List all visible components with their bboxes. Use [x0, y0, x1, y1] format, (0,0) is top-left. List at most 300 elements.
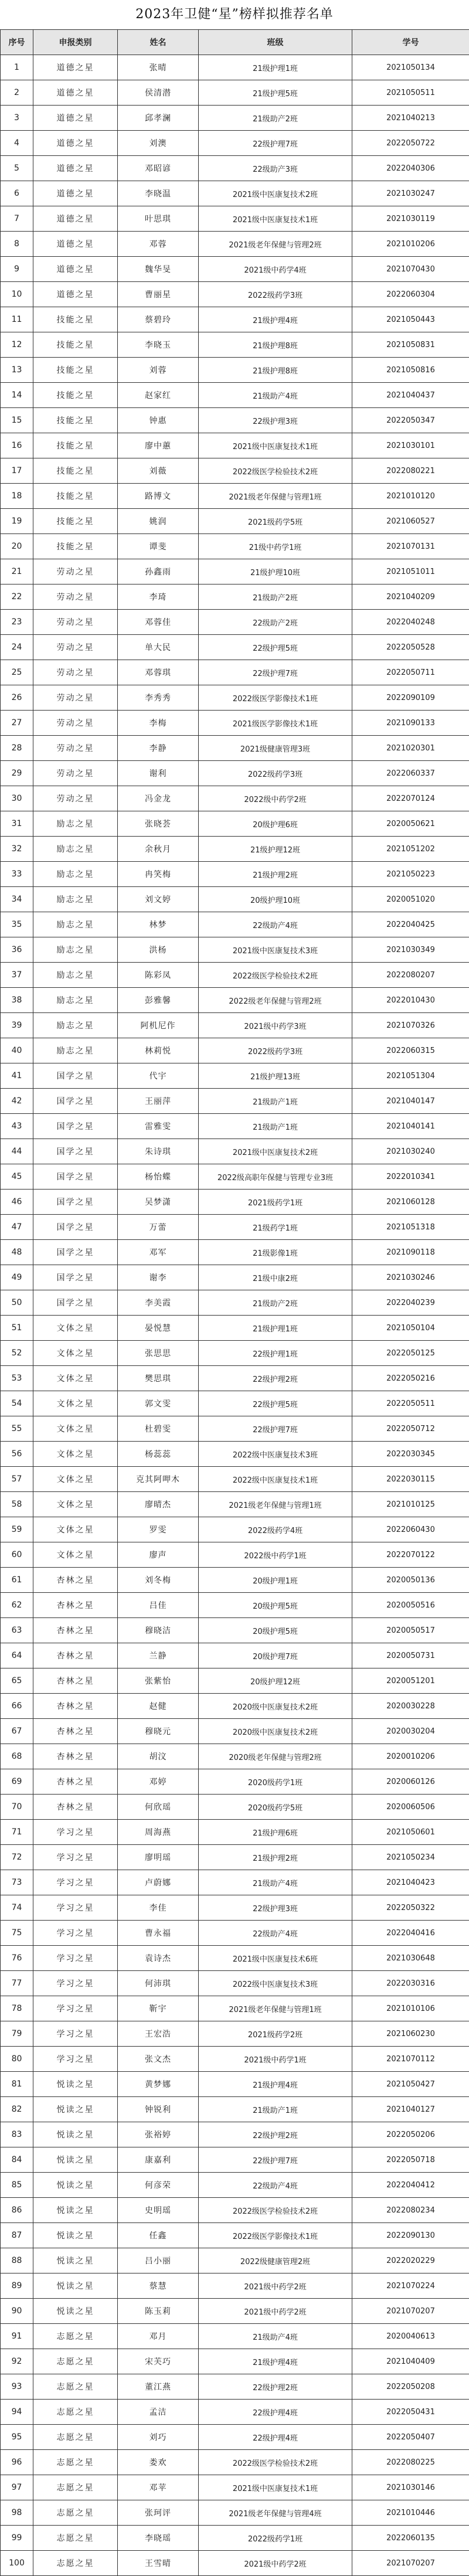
cell-student-id: 2022010341 [352, 1164, 469, 1190]
table-row [1, 383, 469, 408]
cell-name: 张文杰 [118, 2047, 199, 2072]
cell-category: 劳动之星 [33, 559, 118, 584]
table-row [1, 1996, 469, 2021]
cell-category: 励志之星 [33, 1013, 118, 1038]
cell-class: 2021级中医康复技术1班 [199, 433, 352, 458]
cell-name: 张晓荟 [118, 811, 199, 837]
cell-name: 吴梦潇 [118, 1190, 199, 1215]
cell-class: 22级护理1班 [199, 1341, 352, 1366]
cell-category: 道德之星 [33, 206, 118, 232]
cell-class: 20级护理10班 [199, 887, 352, 912]
table-row [1, 862, 469, 887]
cell-name: 蔡碧玲 [118, 307, 199, 332]
cell-student-id: 2021060128 [352, 1190, 469, 1215]
cell-serial: 27 [1, 711, 33, 736]
cell-student-id: 2022040306 [352, 156, 469, 181]
cell-serial: 53 [1, 1366, 33, 1391]
cell-name: 周海燕 [118, 1820, 199, 1845]
cell-serial: 59 [1, 1517, 33, 1542]
cell-category: 劳动之星 [33, 786, 118, 811]
cell-serial: 19 [1, 509, 33, 534]
cell-category: 学习之星 [33, 1895, 118, 1921]
cell-student-id: 2020050517 [352, 1618, 469, 1643]
cell-student-id: 2020051201 [352, 1668, 469, 1694]
cell-serial: 52 [1, 1341, 33, 1366]
cell-serial: 100 [1, 2551, 33, 2576]
cell-serial: 82 [1, 2097, 33, 2122]
table-row [1, 937, 469, 963]
cell-category: 励志之星 [33, 837, 118, 862]
cell-student-id: 2021030101 [352, 433, 469, 458]
cell-class: 2021级中医康复技术2班 [199, 1139, 352, 1164]
cell-category: 志愿之星 [33, 2450, 118, 2475]
cell-category: 志愿之星 [33, 2500, 118, 2526]
cell-class: 21级助产1班 [199, 2097, 352, 2122]
cell-name: 何欣瑶 [118, 1795, 199, 1820]
cell-serial: 31 [1, 811, 33, 837]
cell-class: 2020级中医康复技术2班 [199, 1719, 352, 1744]
cell-student-id: 2022020229 [352, 2248, 469, 2273]
cell-category: 志愿之星 [33, 2374, 118, 2400]
cell-name: 陈彩凤 [118, 963, 199, 988]
cell-serial: 24 [1, 635, 33, 660]
table-row [1, 181, 469, 206]
cell-student-id: 2022050347 [352, 408, 469, 433]
cell-student-id: 2022050711 [352, 660, 469, 685]
cell-class: 2021级中药学1班 [199, 2047, 352, 2072]
cell-serial: 72 [1, 1845, 33, 1870]
cell-serial: 5 [1, 156, 33, 181]
table-row [1, 2324, 469, 2349]
cell-category: 文体之星 [33, 1341, 118, 1366]
cell-serial: 56 [1, 1442, 33, 1467]
header-name: 姓名 [118, 30, 199, 55]
cell-name: 代宇 [118, 1063, 199, 1089]
table-row [1, 2047, 469, 2072]
cell-student-id: 2022080207 [352, 963, 469, 988]
cell-class: 2022级高职年保健与管理专业3班 [199, 1164, 352, 1190]
cell-name: 张晴 [118, 55, 199, 80]
cell-class: 2022级中医康复技术3班 [199, 1971, 352, 1996]
cell-serial: 26 [1, 685, 33, 711]
cell-name: 廖声 [118, 1542, 199, 1568]
cell-class: 2021级老年保健与管理2班 [199, 232, 352, 257]
cell-student-id: 2021030246 [352, 1265, 469, 1290]
cell-class: 2020级中医康复技术2班 [199, 1694, 352, 1719]
cell-category: 励志之星 [33, 988, 118, 1013]
cell-category: 技能之星 [33, 408, 118, 433]
cell-serial: 42 [1, 1089, 33, 1114]
cell-category: 文体之星 [33, 1542, 118, 1568]
cell-serial: 23 [1, 610, 33, 635]
cell-student-id: 2021050443 [352, 307, 469, 332]
cell-name: 李琦 [118, 584, 199, 610]
cell-class: 21级中药学1班 [199, 534, 352, 559]
cell-class: 21级护理5班 [199, 80, 352, 106]
cell-serial: 89 [1, 2273, 33, 2299]
cell-student-id: 2020030228 [352, 1694, 469, 1719]
cell-category: 道德之星 [33, 257, 118, 282]
cell-name: 余秋月 [118, 837, 199, 862]
table-row [1, 1643, 469, 1668]
table-row [1, 1442, 469, 1467]
cell-student-id: 2021010120 [352, 484, 469, 509]
cell-serial: 49 [1, 1265, 33, 1290]
cell-category: 杏林之星 [33, 1719, 118, 1744]
cell-class: 2021级中医康复技术1班 [199, 206, 352, 232]
table-row [1, 1593, 469, 1618]
cell-student-id: 2021070112 [352, 2047, 469, 2072]
cell-category: 国学之星 [33, 1089, 118, 1114]
cell-serial: 83 [1, 2122, 33, 2147]
table-row [1, 1013, 469, 1038]
cell-name: 谢利 [118, 761, 199, 786]
table-row [1, 484, 469, 509]
cell-class: 2021级药学5班 [199, 509, 352, 534]
cell-student-id: 2021030240 [352, 1139, 469, 1164]
cell-category: 悦读之星 [33, 2072, 118, 2097]
cell-student-id: 2022030345 [352, 1442, 469, 1467]
table-row [1, 559, 469, 584]
cell-category: 技能之星 [33, 433, 118, 458]
cell-name: 张珂评 [118, 2500, 199, 2526]
table-row [1, 55, 469, 80]
cell-serial: 99 [1, 2526, 33, 2551]
cell-class: 22级助产4班 [199, 1921, 352, 1946]
cell-student-id: 2021040437 [352, 383, 469, 408]
cell-category: 悦读之星 [33, 2299, 118, 2324]
cell-student-id: 2021050104 [352, 1316, 469, 1341]
cell-student-id: 2021050234 [352, 1845, 469, 1870]
cell-class: 2021级中药学2班 [199, 2299, 352, 2324]
cell-student-id: 2020050516 [352, 1593, 469, 1618]
cell-serial: 55 [1, 1416, 33, 1442]
cell-name: 雷雅雯 [118, 1114, 199, 1139]
cell-category: 励志之星 [33, 862, 118, 887]
cell-class: 22级护理2班 [199, 2122, 352, 2147]
cell-name: 刘文婷 [118, 887, 199, 912]
cell-serial: 21 [1, 559, 33, 584]
cell-student-id: 2022030115 [352, 1467, 469, 1492]
cell-name: 李晓温 [118, 181, 199, 206]
cell-student-id: 2021030247 [352, 181, 469, 206]
cell-name: 曹丽星 [118, 282, 199, 307]
cell-name: 何彦荣 [118, 2173, 199, 2198]
table-row [1, 1870, 469, 1895]
cell-student-id: 2021010446 [352, 2500, 469, 2526]
cell-name: 廖明瑶 [118, 1845, 199, 1870]
cell-student-id: 2020050621 [352, 811, 469, 837]
table-row [1, 1089, 469, 1114]
cell-student-id: 2022050407 [352, 2425, 469, 2450]
cell-name: 邓蓉琪 [118, 660, 199, 685]
cell-serial: 71 [1, 1820, 33, 1845]
cell-category: 国学之星 [33, 1114, 118, 1139]
table-row [1, 711, 469, 736]
table-row [1, 156, 469, 181]
table-row [1, 509, 469, 534]
cell-name: 万蕾 [118, 1215, 199, 1240]
cell-name: 邓婷 [118, 1769, 199, 1795]
cell-serial: 41 [1, 1063, 33, 1089]
table-row [1, 2299, 469, 2324]
cell-category: 悦读之星 [33, 2147, 118, 2173]
table-row [1, 534, 469, 559]
cell-class: 20级护理6班 [199, 811, 352, 837]
table-body [1, 55, 469, 2576]
cell-serial: 65 [1, 1668, 33, 1694]
table-row [1, 1190, 469, 1215]
cell-category: 技能之星 [33, 484, 118, 509]
table-row [1, 1820, 469, 1845]
cell-name: 邓蓉佳 [118, 610, 199, 635]
cell-student-id: 2020060126 [352, 1769, 469, 1795]
table-row [1, 811, 469, 837]
table-row [1, 1946, 469, 1971]
cell-serial: 94 [1, 2400, 33, 2425]
header-class: 班级 [199, 30, 352, 55]
table-row [1, 1467, 469, 1492]
table-row [1, 1517, 469, 1542]
table-row [1, 1694, 469, 1719]
cell-name: 蔡慧 [118, 2273, 199, 2299]
cell-category: 悦读之星 [33, 2122, 118, 2147]
table-row [1, 2173, 469, 2198]
cell-student-id: 2022050322 [352, 1895, 469, 1921]
cell-class: 2022级中医康复技术3班 [199, 1442, 352, 1467]
cell-class: 22级护理4班 [199, 2400, 352, 2425]
cell-class: 21级助产2班 [199, 1290, 352, 1316]
cell-student-id: 2021040423 [352, 1870, 469, 1895]
cell-class: 22级助产2班 [199, 610, 352, 635]
cell-name: 张裕婷 [118, 2122, 199, 2147]
cell-student-id: 2021070131 [352, 534, 469, 559]
cell-serial: 51 [1, 1316, 33, 1341]
cell-serial: 6 [1, 181, 33, 206]
cell-name: 邱孝澜 [118, 106, 199, 131]
cell-student-id: 2022050125 [352, 1341, 469, 1366]
cell-class: 21级护理4班 [199, 2349, 352, 2374]
cell-serial: 95 [1, 2425, 33, 2450]
cell-category: 学习之星 [33, 1870, 118, 1895]
cell-category: 道德之星 [33, 232, 118, 257]
cell-category: 文体之星 [33, 1442, 118, 1467]
table-row [1, 2500, 469, 2526]
cell-class: 2022级药学3班 [199, 282, 352, 307]
table-row [1, 1038, 469, 1063]
cell-category: 杏林之星 [33, 1618, 118, 1643]
cell-name: 林梦 [118, 912, 199, 937]
cell-class: 2022级药学4班 [199, 1517, 352, 1542]
cell-category: 技能之星 [33, 383, 118, 408]
cell-class: 21级中康2班 [199, 1265, 352, 1290]
cell-category: 文体之星 [33, 1416, 118, 1442]
cell-class: 21级影像1班 [199, 1240, 352, 1265]
cell-category: 杏林之星 [33, 1795, 118, 1820]
cell-class: 2022级医学影像技术1班 [199, 2223, 352, 2248]
cell-student-id: 2022080221 [352, 458, 469, 484]
cell-student-id: 2021040147 [352, 1089, 469, 1114]
table-row [1, 408, 469, 433]
cell-class: 2021级中药学2班 [199, 2551, 352, 2576]
cell-category: 道德之星 [33, 55, 118, 80]
cell-name: 刘巧 [118, 2425, 199, 2450]
cell-class: 20级护理1班 [199, 1568, 352, 1593]
cell-serial: 70 [1, 1795, 33, 1820]
cell-category: 国学之星 [33, 1139, 118, 1164]
cell-category: 国学之星 [33, 1164, 118, 1190]
cell-serial: 46 [1, 1190, 33, 1215]
cell-name: 克其阿呷木 [118, 1467, 199, 1492]
cell-class: 20级护理5班 [199, 1593, 352, 1618]
cell-student-id: 2020050136 [352, 1568, 469, 1593]
cell-name: 李梅 [118, 711, 199, 736]
cell-class: 2022级药学3班 [199, 1038, 352, 1063]
header-category: 申报类别 [33, 30, 118, 55]
cell-category: 劳动之星 [33, 635, 118, 660]
table-row [1, 1265, 469, 1290]
table-row [1, 206, 469, 232]
cell-class: 22级护理7班 [199, 1416, 352, 1442]
cell-category: 学习之星 [33, 2021, 118, 2047]
cell-name: 刘蓉 [118, 358, 199, 383]
cell-name: 曹永福 [118, 1921, 199, 1946]
table-header-row [1, 30, 469, 55]
cell-student-id: 2021060527 [352, 509, 469, 534]
table-row [1, 1845, 469, 1870]
table-row [1, 1668, 469, 1694]
cell-serial: 63 [1, 1618, 33, 1643]
cell-category: 悦读之星 [33, 2223, 118, 2248]
cell-student-id: 2022060430 [352, 1517, 469, 1542]
cell-serial: 39 [1, 1013, 33, 1038]
cell-category: 志愿之星 [33, 2349, 118, 2374]
cell-name: 邓蓉 [118, 232, 199, 257]
cell-serial: 91 [1, 2324, 33, 2349]
cell-class: 2020级老年保健与管理2班 [199, 1744, 352, 1769]
header-student-id: 学号 [352, 30, 469, 55]
cell-name: 李晓玉 [118, 332, 199, 358]
cell-class: 21级药学1班 [199, 1215, 352, 1240]
cell-student-id: 2021060230 [352, 2021, 469, 2047]
table-row [1, 1618, 469, 1643]
cell-serial: 79 [1, 2021, 33, 2047]
table-row [1, 2072, 469, 2097]
cell-name: 吕佳 [118, 1593, 199, 1618]
cell-class: 21级护理4班 [199, 307, 352, 332]
cell-serial: 35 [1, 912, 33, 937]
cell-serial: 73 [1, 1870, 33, 1895]
cell-class: 22级助产4班 [199, 912, 352, 937]
cell-serial: 33 [1, 862, 33, 887]
cell-student-id: 2020050731 [352, 1643, 469, 1668]
table-row [1, 2374, 469, 2400]
cell-student-id: 2022050718 [352, 2147, 469, 2173]
cell-name: 侯清潜 [118, 80, 199, 106]
cell-class: 21级护理1班 [199, 1316, 352, 1341]
cell-name: 卢蔚娜 [118, 1870, 199, 1895]
cell-category: 学习之星 [33, 1971, 118, 1996]
cell-serial: 9 [1, 257, 33, 282]
cell-class: 22级护理7班 [199, 2147, 352, 2173]
cell-student-id: 2021090118 [352, 1240, 469, 1265]
cell-category: 劳动之星 [33, 761, 118, 786]
cell-class: 2021级中医康复技术3班 [199, 937, 352, 963]
cell-student-id: 2022060315 [352, 1038, 469, 1063]
cell-name: 胡汶 [118, 1744, 199, 1769]
cell-name: 兰静 [118, 1643, 199, 1668]
cell-serial: 1 [1, 55, 33, 80]
cell-class: 2021级药学2班 [199, 2021, 352, 2047]
cell-student-id: 2020040613 [352, 2324, 469, 2349]
cell-category: 道德之星 [33, 282, 118, 307]
cell-name: 李静 [118, 736, 199, 761]
cell-serial: 29 [1, 761, 33, 786]
cell-serial: 43 [1, 1114, 33, 1139]
cell-name: 赵健 [118, 1694, 199, 1719]
cell-category: 国学之星 [33, 1290, 118, 1316]
cell-name: 罗雯 [118, 1517, 199, 1542]
cell-class: 2022级药学1班 [199, 2526, 352, 2551]
cell-name: 董江燕 [118, 2374, 199, 2400]
cell-class: 21级护理6班 [199, 1820, 352, 1845]
table-row [1, 1769, 469, 1795]
cell-student-id: 2022040248 [352, 610, 469, 635]
cell-category: 文体之星 [33, 1316, 118, 1341]
cell-name: 冉笑梅 [118, 862, 199, 887]
cell-category: 杏林之星 [33, 1593, 118, 1618]
table-row [1, 1492, 469, 1517]
cell-class: 21级助产2班 [199, 106, 352, 131]
cell-category: 悦读之星 [33, 2198, 118, 2223]
cell-name: 樊思琪 [118, 1366, 199, 1391]
cell-name: 姚润 [118, 509, 199, 534]
cell-class: 2021级中医康复技术1班 [199, 2475, 352, 2500]
table-row [1, 332, 469, 358]
table-row [1, 1290, 469, 1316]
cell-category: 悦读之星 [33, 2097, 118, 2122]
cell-student-id: 2021090133 [352, 711, 469, 736]
cell-serial: 28 [1, 736, 33, 761]
cell-serial: 69 [1, 1769, 33, 1795]
cell-category: 学习之星 [33, 2047, 118, 2072]
cell-serial: 77 [1, 1971, 33, 1996]
cell-student-id: 2021070207 [352, 2551, 469, 2576]
table-row [1, 2122, 469, 2147]
cell-category: 道德之星 [33, 131, 118, 156]
cell-serial: 76 [1, 1946, 33, 1971]
table-row [1, 584, 469, 610]
table-row [1, 2248, 469, 2273]
cell-serial: 7 [1, 206, 33, 232]
cell-class: 21级护理2班 [199, 862, 352, 887]
cell-category: 技能之星 [33, 307, 118, 332]
table-row [1, 963, 469, 988]
cell-student-id: 2021040409 [352, 2349, 469, 2374]
table-row [1, 736, 469, 761]
cell-serial: 32 [1, 837, 33, 862]
cell-category: 悦读之星 [33, 2273, 118, 2299]
cell-name: 张紫怡 [118, 1668, 199, 1694]
table-row [1, 1568, 469, 1593]
table-row [1, 1744, 469, 1769]
cell-name: 邓苹 [118, 2475, 199, 2500]
table-row [1, 131, 469, 156]
cell-name: 李美霞 [118, 1290, 199, 1316]
cell-class: 21级助产4班 [199, 1870, 352, 1895]
cell-serial: 37 [1, 963, 33, 988]
cell-class: 2021级老年保健与管理1班 [199, 1492, 352, 1517]
